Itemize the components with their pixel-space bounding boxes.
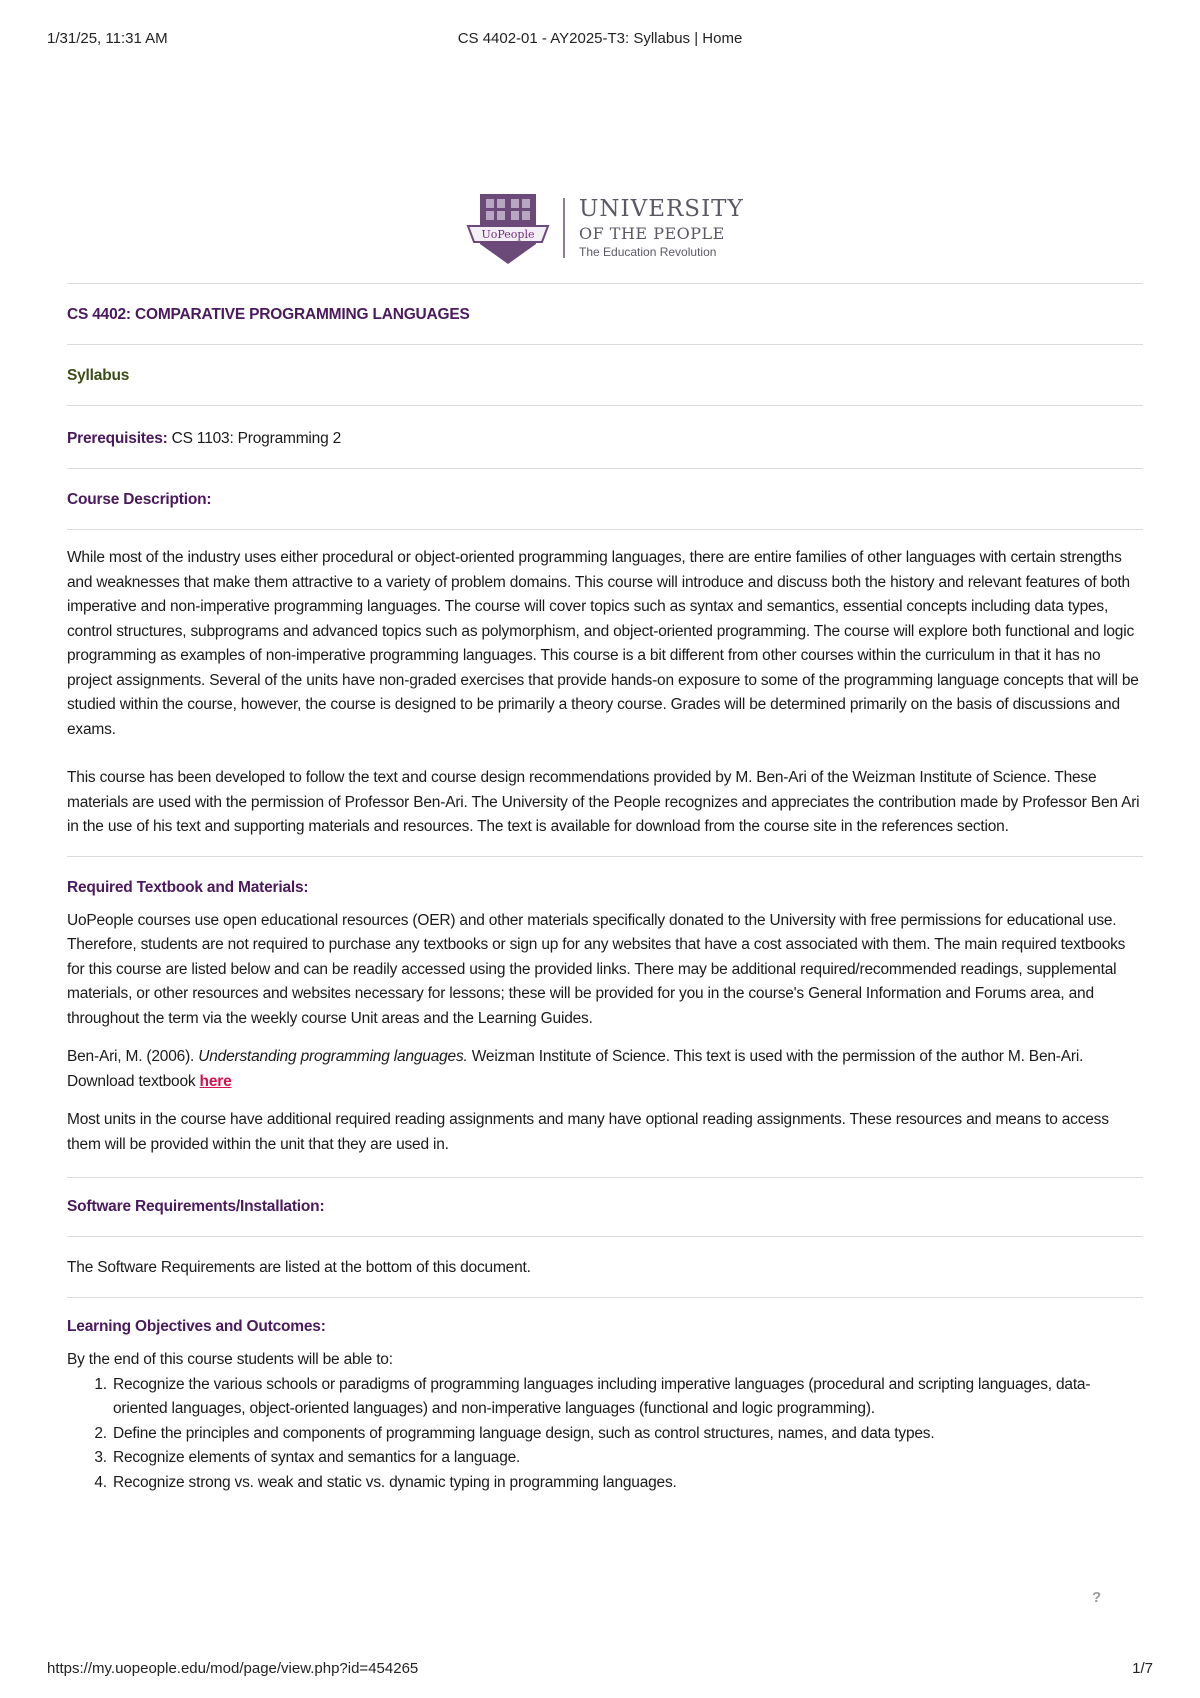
learning-objectives-heading: Learning Objectives and Outcomes: <box>67 1318 326 1335</box>
description-paragraph: This course has been developed to follow the text and course design recommendations provided by M. Ben-Ari of the Weizman Institute of Science. These materials are used with the permission of Professor Ben-Ari. The University of the People recognizes and appreciates the contribution made by Professor Ben Ari in the use of his text and supporting materials and resources. The text is available for download from the course site in the references section. <box>67 769 1140 835</box>
required-materials-heading: Required Textbook and Materials: <box>67 878 309 896</box>
description-paragraph: While most of the industry uses either procedural or object-oriented programming languages, there are entire families of other languages with certain strengths and weaknesses that make them attractive to a variety of problem domains. This course will introduce and discuss both the history and relevant features of both imperative and non-imperative programming languages. The course will cover topics such as syntax and semantics, essential concepts including data types, control structures, subprograms and advanced topics such as polymorphism, and object-oriented programming. The course will explore both functional and logic programming as examples of non-imperative programming languages. This course is a bit different from other courses within the curriculum in that it has no project assignments. Several of the units have non-graded exercises that provide hands-on exposure to some of the programming language concepts that will be studied within the course, however, the course is designed to be primarily a theory course. Grades will be determined primarily on the basis of discussions and exams. <box>67 549 1139 738</box>
prerequisites-label: Prerequisites: <box>67 430 168 447</box>
software-heading: Software Requirements/Installation: <box>67 1198 325 1215</box>
logo-line-1: UNIVERSITY <box>579 196 744 222</box>
print-datetime: 1/31/25, 11:31 AM <box>47 30 168 47</box>
print-footer <box>47 1660 1153 1680</box>
course-description <box>67 530 1143 856</box>
print-page-number: 1/7 <box>1132 1660 1153 1677</box>
logo-divider <box>563 198 565 258</box>
print-url: https://my.uopeople.edu/mod/page/view.php?id=454265 <box>47 1660 419 1677</box>
learning-objectives-list <box>67 1373 1143 1496</box>
citation-suffix: Weizman Institute of Science. This text is used with the permission of the author M. Ben-Ari. <box>467 1048 1084 1065</box>
download-label: Download textbook <box>67 1072 200 1090</box>
materials-intro: UoPeople courses use open educational resources (OER) and other materials specifically donated to the University with free permissions for educational use. Therefore, students are not required to purchase any textbooks or sign up for any websites that have a cost associated with them. The main required textbooks for this course are listed below and can be readily accessed using the provided links. There may be additional required/recommended readings, supplemental materials, or other resources and websites necessary for lessons; these will be provided for you in the course's General Information and Forums area, and throughout the term via the weekly course Unit areas and the Learning Guides. <box>67 911 1126 1027</box>
citation-title: Understanding programming languages. <box>198 1048 468 1065</box>
software-text-suffix: are listed at the bottom of this document. <box>254 1259 531 1276</box>
learning-objectives-intro: By the end of this course students will be able to: <box>67 1351 393 1368</box>
download-textbook-link[interactable]: here <box>199 1072 232 1090</box>
uopeople-shield-logo <box>466 192 550 266</box>
syllabus-content <box>67 283 1143 1495</box>
syllabus-label: Syllabus <box>67 367 130 384</box>
textbook-citation <box>67 1045 1143 1094</box>
additional-readings: Most units in the course have additional required reading assignments and many have optional reading assignments. These resources and means to access them will be provided within the unit that they are used in. <box>67 1111 1109 1153</box>
software-text-bold: Software Requirements <box>97 1259 255 1276</box>
course-description-heading: Course Description: <box>67 491 212 508</box>
list-item: 1. Recognize the various schools or paradigms of programming languages including imperative languages (procedural and scripting languages, data-oriented languages, object-oriented languages) and non-imperative languages (functional and logic programming). <box>111 1373 1143 1422</box>
university-logo <box>466 192 744 266</box>
logo-line-2: OF THE PEOPLE <box>579 224 725 243</box>
logo-badge-text: UoPeople <box>481 228 535 241</box>
print-header <box>47 30 1153 50</box>
logo-tagline: The Education Revolution <box>579 245 717 259</box>
print-page-title: CS 4402-01 - AY2025-T3: Syllabus | Home <box>457 30 743 47</box>
software-text <box>67 1237 1143 1297</box>
prerequisites <box>67 406 1143 468</box>
list-item: 2. Define the principles and components of programming language design, such as control structures, names, and data types. <box>111 1422 1143 1447</box>
citation-prefix: Ben-Ari, M. (2006). <box>67 1048 199 1065</box>
list-item: 3. Recognize elements of syntax and semantics for a language. <box>111 1446 1143 1471</box>
list-item: 4. Recognize strong vs. weak and static vs. dynamic typing in programming languages. <box>111 1471 1143 1496</box>
required-materials <box>67 909 1143 1178</box>
help-icon[interactable]: ? <box>1092 1589 1102 1606</box>
prerequisites-value: CS 1103: Programming 2 <box>167 430 342 447</box>
course-title: CS 4402: COMPARATIVE PROGRAMMING LANGUAGES <box>67 306 470 323</box>
software-text-prefix: The <box>67 1259 98 1276</box>
